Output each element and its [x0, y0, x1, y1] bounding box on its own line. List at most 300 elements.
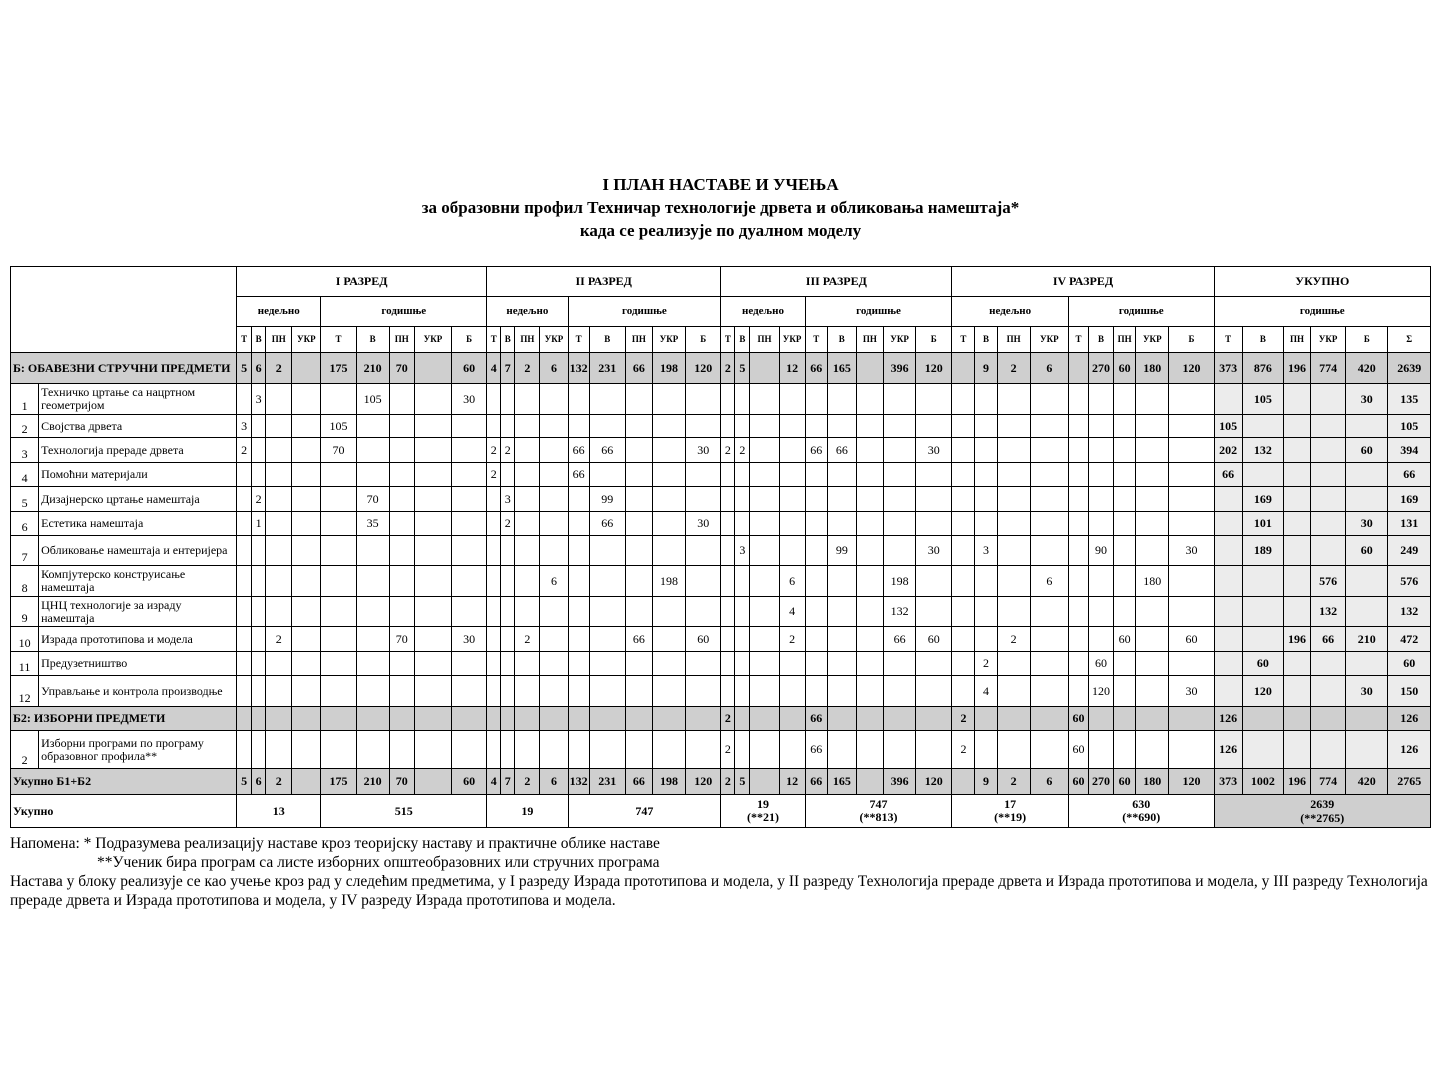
- col-header: В: [356, 327, 389, 353]
- value-cell: 66: [805, 707, 827, 731]
- value-cell: 12: [779, 353, 805, 384]
- value-cell: [884, 384, 916, 415]
- value-cell: [625, 652, 652, 676]
- value-cell: [1089, 627, 1114, 652]
- value-cell: [252, 707, 266, 731]
- grade-header: IV РАЗРЕД: [952, 267, 1214, 297]
- value-cell: [1283, 566, 1310, 597]
- value-cell: [1068, 384, 1088, 415]
- value-cell: [414, 652, 451, 676]
- value-cell: 175: [321, 769, 356, 795]
- col-header: ПН: [515, 327, 540, 353]
- value-cell: 6: [540, 353, 568, 384]
- value-cell: [805, 463, 827, 487]
- value-cell: [884, 676, 916, 707]
- value-cell: [1089, 384, 1114, 415]
- value-cell: [952, 652, 975, 676]
- value-cell: [1283, 438, 1310, 463]
- col-header: В: [1089, 327, 1114, 353]
- value-cell: 66: [625, 353, 652, 384]
- value-cell: 70: [321, 438, 356, 463]
- value-cell: 2: [515, 769, 540, 795]
- value-cell: [1283, 707, 1310, 731]
- col-header: Б: [686, 327, 721, 353]
- value-cell: [237, 536, 252, 566]
- value-cell: [686, 731, 721, 769]
- value-cell: [750, 487, 779, 512]
- value-cell: [1114, 652, 1136, 676]
- value-cell: [266, 463, 292, 487]
- value-cell: 2: [997, 627, 1030, 652]
- value-cell: [292, 566, 321, 597]
- subject-name: Помоћни материјали: [39, 463, 237, 487]
- value-cell: [1136, 512, 1169, 536]
- value-cell: [884, 438, 916, 463]
- value-cell: [1283, 415, 1310, 438]
- value-cell: [414, 512, 451, 536]
- value-cell: [884, 652, 916, 676]
- value-cell: [625, 463, 652, 487]
- value-cell: 30: [1346, 384, 1388, 415]
- value-cell: [997, 707, 1030, 731]
- value-cell: [735, 415, 750, 438]
- value-cell: 60: [452, 769, 487, 795]
- total-label: Укупно Б1+Б2: [11, 769, 237, 795]
- value-cell: [884, 463, 916, 487]
- value-cell: [625, 731, 652, 769]
- note-line-2: **Ученик бира програм са листе изборних општеобразовних или стручних програма: [97, 854, 660, 871]
- value-cell: 7: [501, 769, 515, 795]
- value-cell: 6: [540, 769, 568, 795]
- value-cell: [686, 415, 721, 438]
- value-cell: [827, 731, 856, 769]
- value-cell: 5: [735, 769, 750, 795]
- value-cell: [1311, 536, 1346, 566]
- value-cell: [1346, 731, 1388, 769]
- value-cell: 180: [1136, 566, 1169, 597]
- value-cell: [321, 731, 356, 769]
- value-cell: 4: [487, 353, 501, 384]
- value-cell: 30: [916, 438, 952, 463]
- value-cell: [1089, 597, 1114, 627]
- value-cell: [1311, 415, 1346, 438]
- subject-name: ЦНЦ технологије за израду намештаја: [39, 597, 237, 627]
- value-cell: [356, 415, 389, 438]
- grand-total-cell: [1068, 795, 1214, 828]
- value-cell: [884, 487, 916, 512]
- value-cell: 60: [1089, 652, 1114, 676]
- value-cell: [1311, 487, 1346, 512]
- value-cell: [805, 566, 827, 597]
- value-cell: 2: [721, 769, 735, 795]
- value-cell: [975, 512, 997, 536]
- value-cell: [997, 487, 1030, 512]
- value-cell: 60: [916, 627, 952, 652]
- grand-total-cell: [805, 795, 952, 828]
- subject-name: Дизајнерско цртање намештаја: [39, 487, 237, 512]
- value-cell: 2: [975, 652, 997, 676]
- col-header: Σ: [1388, 327, 1431, 353]
- value-cell: 12: [779, 769, 805, 795]
- value-cell: [856, 463, 883, 487]
- value-cell: [779, 463, 805, 487]
- value-cell: 6: [252, 353, 266, 384]
- value-cell: [589, 707, 625, 731]
- value-cell: [1214, 536, 1242, 566]
- row-number: 11: [11, 652, 39, 676]
- value-cell: 60: [1068, 731, 1088, 769]
- value-cell: [540, 597, 568, 627]
- cell-line: 2639: [1310, 797, 1335, 811]
- value-cell: [237, 463, 252, 487]
- value-cell: [916, 415, 952, 438]
- value-cell: [1136, 487, 1169, 512]
- value-cell: 126: [1214, 731, 1242, 769]
- header-corner: [11, 267, 237, 353]
- value-cell: 66: [589, 512, 625, 536]
- value-cell: 120: [916, 353, 952, 384]
- value-cell: 2: [487, 438, 501, 463]
- col-header: Т: [1068, 327, 1088, 353]
- value-cell: [589, 731, 625, 769]
- value-cell: 202: [1214, 438, 1242, 463]
- value-cell: [1114, 731, 1136, 769]
- value-cell: [266, 384, 292, 415]
- value-cell: [414, 731, 451, 769]
- value-cell: [568, 566, 589, 597]
- col-header: Т: [805, 327, 827, 353]
- value-cell: [1068, 566, 1088, 597]
- value-cell: [721, 652, 735, 676]
- grand-total-cell: [1214, 795, 1430, 828]
- col-header: Т: [237, 327, 252, 353]
- value-cell: [589, 627, 625, 652]
- value-cell: [589, 597, 625, 627]
- value-cell: 6: [1030, 353, 1068, 384]
- value-cell: [414, 707, 451, 731]
- value-cell: [686, 597, 721, 627]
- value-cell: [805, 627, 827, 652]
- value-cell: [237, 512, 252, 536]
- value-cell: [721, 597, 735, 627]
- cell-line: (**690): [1122, 810, 1161, 824]
- total-header: УКУПНО: [1214, 267, 1430, 297]
- col-header: ПН: [750, 327, 779, 353]
- value-cell: [414, 566, 451, 597]
- grand-total-label: Укупно: [11, 795, 237, 828]
- value-cell: [952, 487, 975, 512]
- value-cell: 2: [501, 438, 515, 463]
- value-cell: [266, 731, 292, 769]
- value-cell: [1283, 512, 1310, 536]
- value-cell: [1136, 536, 1169, 566]
- value-cell: [721, 676, 735, 707]
- row-number: 6: [11, 512, 39, 536]
- value-cell: [292, 536, 321, 566]
- notes: [10, 834, 1430, 910]
- value-cell: [540, 707, 568, 731]
- value-cell: [414, 676, 451, 707]
- value-cell: [1169, 566, 1214, 597]
- value-cell: [501, 707, 515, 731]
- value-cell: [356, 627, 389, 652]
- col-header: УКР: [414, 327, 451, 353]
- value-cell: 60: [1114, 769, 1136, 795]
- value-cell: 101: [1242, 512, 1283, 536]
- value-cell: [252, 597, 266, 627]
- value-cell: [414, 353, 451, 384]
- value-cell: [975, 384, 997, 415]
- value-cell: 132: [1388, 597, 1431, 627]
- value-cell: [827, 487, 856, 512]
- value-cell: [356, 731, 389, 769]
- value-cell: [389, 438, 414, 463]
- value-cell: [452, 652, 487, 676]
- value-cell: [414, 487, 451, 512]
- value-cell: [321, 652, 356, 676]
- grand-total-cell: 13: [237, 795, 321, 828]
- value-cell: [750, 731, 779, 769]
- value-cell: [1346, 415, 1388, 438]
- value-cell: [750, 384, 779, 415]
- value-cell: [501, 415, 515, 438]
- col-header: Т: [1214, 327, 1242, 353]
- col-header: УКР: [652, 327, 685, 353]
- col-header: Т: [568, 327, 589, 353]
- value-cell: [1283, 597, 1310, 627]
- value-cell: 30: [452, 384, 487, 415]
- value-cell: [952, 463, 975, 487]
- value-cell: [856, 676, 883, 707]
- value-cell: [652, 512, 685, 536]
- value-cell: [884, 512, 916, 536]
- value-cell: [487, 566, 501, 597]
- value-cell: [1114, 415, 1136, 438]
- value-cell: [1283, 676, 1310, 707]
- value-cell: [292, 415, 321, 438]
- value-cell: 60: [1346, 438, 1388, 463]
- value-cell: 120: [916, 769, 952, 795]
- value-cell: [540, 627, 568, 652]
- value-cell: [237, 731, 252, 769]
- value-cell: [652, 384, 685, 415]
- value-cell: 165: [827, 769, 856, 795]
- value-cell: [237, 676, 252, 707]
- value-cell: 5: [237, 769, 252, 795]
- value-cell: 420: [1346, 769, 1388, 795]
- value-cell: 132: [884, 597, 916, 627]
- value-cell: 105: [1214, 415, 1242, 438]
- value-cell: [916, 652, 952, 676]
- yearly-header: годишње: [805, 297, 952, 327]
- value-cell: 105: [1242, 384, 1283, 415]
- value-cell: [1136, 415, 1169, 438]
- value-cell: 6: [1030, 769, 1068, 795]
- value-cell: 60: [1346, 536, 1388, 566]
- col-header: Т: [721, 327, 735, 353]
- value-cell: [997, 676, 1030, 707]
- value-cell: [237, 627, 252, 652]
- value-cell: [856, 707, 883, 731]
- value-cell: [779, 676, 805, 707]
- note-line-1: Напомена: * Подразумева реализацију наставе кроз теоријску наставу и практичне облике наставе: [10, 835, 660, 852]
- value-cell: 132: [568, 769, 589, 795]
- value-cell: 231: [589, 353, 625, 384]
- value-cell: [884, 731, 916, 769]
- value-cell: 90: [1089, 536, 1114, 566]
- value-cell: [515, 731, 540, 769]
- value-cell: [515, 597, 540, 627]
- value-cell: [356, 707, 389, 731]
- value-cell: [487, 731, 501, 769]
- value-cell: [721, 463, 735, 487]
- value-cell: [414, 536, 451, 566]
- col-header: Т: [321, 327, 356, 353]
- value-cell: [975, 627, 997, 652]
- value-cell: [389, 536, 414, 566]
- value-cell: [1030, 731, 1068, 769]
- value-cell: [252, 676, 266, 707]
- document-title: [0, 173, 1441, 242]
- value-cell: [1214, 566, 1242, 597]
- value-cell: 3: [975, 536, 997, 566]
- grand-total-cell: [952, 795, 1069, 828]
- value-cell: 60: [452, 353, 487, 384]
- value-cell: 66: [1311, 627, 1346, 652]
- value-cell: [997, 438, 1030, 463]
- value-cell: 70: [356, 487, 389, 512]
- row-number: 9: [11, 597, 39, 627]
- value-cell: [1030, 536, 1068, 566]
- value-cell: [1030, 676, 1068, 707]
- value-cell: 60: [686, 627, 721, 652]
- value-cell: [321, 384, 356, 415]
- value-cell: [827, 627, 856, 652]
- value-cell: [452, 536, 487, 566]
- value-cell: [625, 536, 652, 566]
- value-cell: [827, 415, 856, 438]
- value-cell: [540, 384, 568, 415]
- value-cell: [1169, 384, 1214, 415]
- value-cell: [1114, 536, 1136, 566]
- value-cell: 66: [805, 353, 827, 384]
- value-cell: [1030, 627, 1068, 652]
- value-cell: [1169, 487, 1214, 512]
- value-cell: 2: [515, 627, 540, 652]
- value-cell: [452, 676, 487, 707]
- value-cell: [321, 512, 356, 536]
- value-cell: [1068, 627, 1088, 652]
- value-cell: [652, 463, 685, 487]
- value-cell: [1136, 384, 1169, 415]
- yearly-header: годишње: [1214, 297, 1430, 327]
- cell-line: 630: [1132, 797, 1151, 811]
- value-cell: [1136, 597, 1169, 627]
- value-cell: 198: [884, 566, 916, 597]
- weekly-header: недељно: [237, 297, 321, 327]
- value-cell: [389, 512, 414, 536]
- value-cell: [1114, 512, 1136, 536]
- value-cell: [916, 512, 952, 536]
- value-cell: 66: [625, 769, 652, 795]
- grade-header: III РАЗРЕД: [721, 267, 952, 297]
- value-cell: [884, 707, 916, 731]
- col-header: Б: [916, 327, 952, 353]
- value-cell: [1283, 652, 1310, 676]
- value-cell: [1136, 463, 1169, 487]
- value-cell: [884, 536, 916, 566]
- value-cell: [1030, 384, 1068, 415]
- value-cell: [292, 597, 321, 627]
- value-cell: [452, 415, 487, 438]
- value-cell: [266, 487, 292, 512]
- value-cell: [540, 731, 568, 769]
- value-cell: [625, 566, 652, 597]
- value-cell: 169: [1388, 487, 1431, 512]
- value-cell: 60: [1068, 707, 1088, 731]
- row-number: 8: [11, 566, 39, 597]
- value-cell: 120: [1242, 676, 1283, 707]
- value-cell: [721, 415, 735, 438]
- value-cell: [321, 597, 356, 627]
- yearly-header: годишње: [1068, 297, 1214, 327]
- value-cell: [805, 536, 827, 566]
- value-cell: [652, 415, 685, 438]
- value-cell: [1169, 652, 1214, 676]
- value-cell: [916, 463, 952, 487]
- value-cell: 196: [1283, 769, 1310, 795]
- value-cell: [735, 652, 750, 676]
- value-cell: [589, 566, 625, 597]
- value-cell: [1283, 536, 1310, 566]
- value-cell: 66: [1214, 463, 1242, 487]
- value-cell: [652, 652, 685, 676]
- value-cell: [625, 512, 652, 536]
- section-label: Б2: ИЗБОРНИ ПРЕДМЕТИ: [11, 707, 237, 731]
- value-cell: 1002: [1242, 769, 1283, 795]
- value-cell: [540, 463, 568, 487]
- value-cell: [237, 384, 252, 415]
- value-cell: [1030, 512, 1068, 536]
- value-cell: [252, 415, 266, 438]
- value-cell: [856, 438, 883, 463]
- value-cell: [1089, 415, 1114, 438]
- value-cell: [750, 707, 779, 731]
- value-cell: 198: [652, 769, 685, 795]
- value-cell: [266, 566, 292, 597]
- value-cell: [452, 731, 487, 769]
- value-cell: [501, 627, 515, 652]
- value-cell: [356, 652, 389, 676]
- col-header: УКР: [884, 327, 916, 353]
- value-cell: [652, 487, 685, 512]
- value-cell: [952, 415, 975, 438]
- value-cell: 70: [389, 627, 414, 652]
- value-cell: [452, 566, 487, 597]
- value-cell: [721, 566, 735, 597]
- col-header: ПН: [997, 327, 1030, 353]
- value-cell: 6: [779, 566, 805, 597]
- value-cell: [568, 652, 589, 676]
- value-cell: 35: [356, 512, 389, 536]
- value-cell: 2639: [1388, 353, 1431, 384]
- value-cell: 198: [652, 353, 685, 384]
- value-cell: [1311, 707, 1346, 731]
- value-cell: [414, 463, 451, 487]
- value-cell: [884, 415, 916, 438]
- value-cell: [1068, 652, 1088, 676]
- value-cell: 2: [779, 627, 805, 652]
